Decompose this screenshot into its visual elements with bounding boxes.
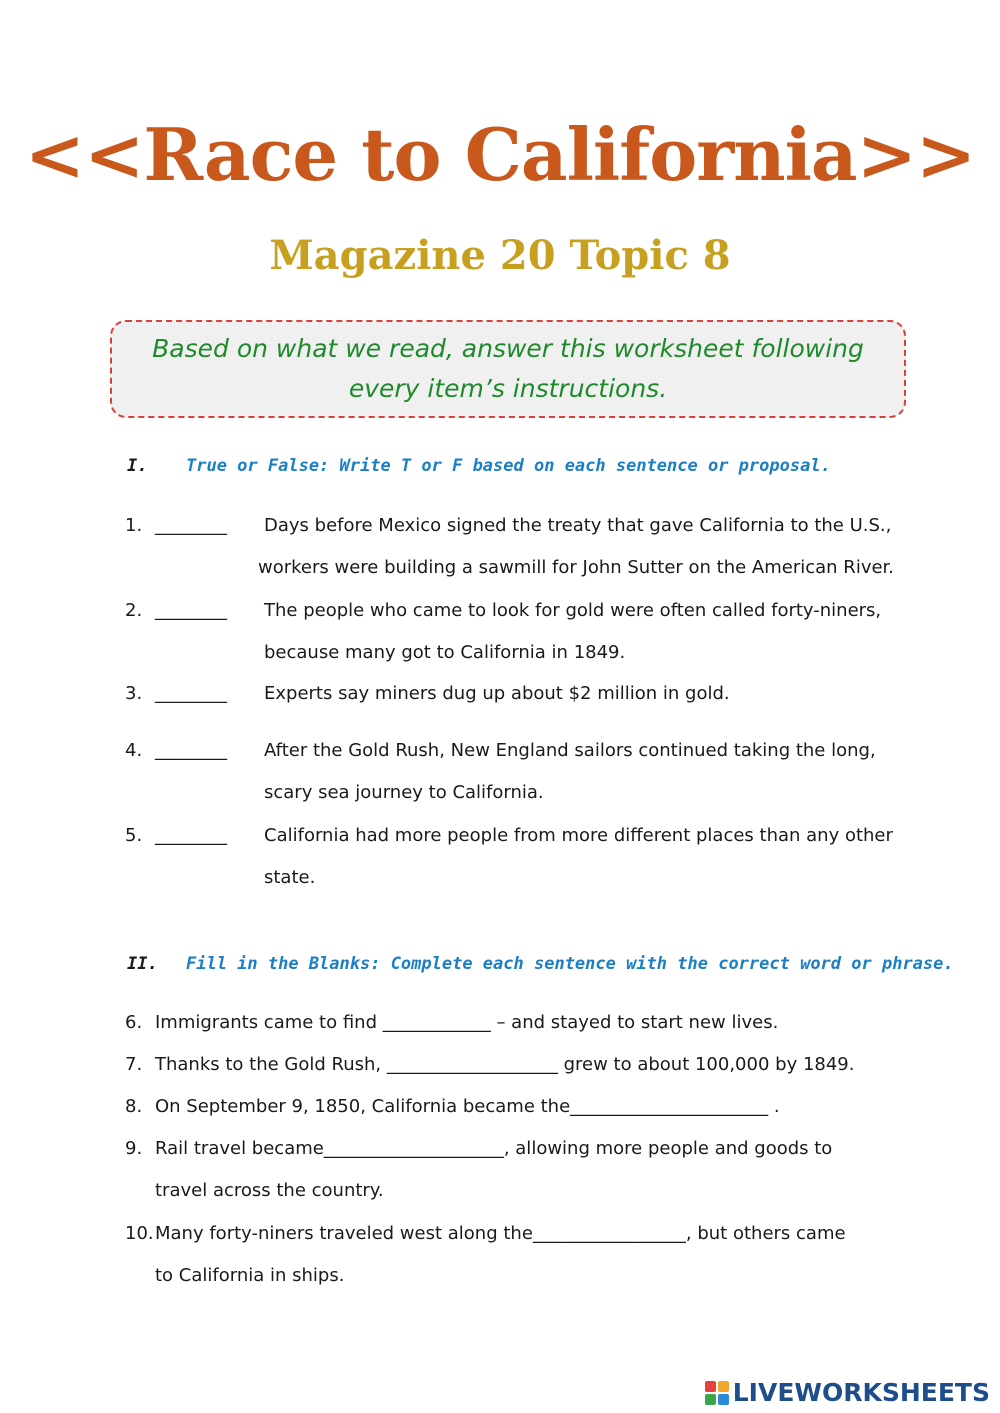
section-1-number: I. bbox=[127, 456, 148, 476]
question-text[interactable]: Many forty-niners traveled west along the_________________, but others came bbox=[155, 1223, 846, 1244]
question-text[interactable]: Rail travel became____________________, allowing more people and goods to bbox=[155, 1138, 833, 1159]
instructions-box bbox=[110, 320, 906, 418]
question-text-cont: scary sea journey to California. bbox=[264, 782, 544, 803]
question-number: 6. bbox=[125, 1012, 143, 1033]
question-text[interactable]: Thanks to the Gold Rush, ___________________ grew to about 100,000 by 1849. bbox=[155, 1054, 855, 1075]
question-number: 9. bbox=[125, 1138, 143, 1159]
question-number: 5. bbox=[125, 825, 143, 846]
question-number: 3. bbox=[125, 683, 143, 704]
question-text: The people who came to look for gold were often called forty-niners, bbox=[264, 600, 882, 621]
section-2-title: Fill in the Blanks: Complete each sentence with the correct word or phrase. bbox=[186, 954, 954, 974]
question-text-cont: workers were building a sawmill for John Sutter on the American River. bbox=[258, 557, 895, 578]
answer-blank[interactable]: ________ bbox=[155, 515, 227, 536]
worksheet-subtitle: Magazine 20 Topic 8 bbox=[269, 232, 731, 279]
question-text-cont: to California in ships. bbox=[155, 1265, 345, 1286]
question-text-cont: travel across the country. bbox=[155, 1180, 384, 1201]
question-number: 8. bbox=[125, 1096, 143, 1117]
question-9 bbox=[125, 1128, 955, 1212]
question-6 bbox=[125, 1002, 955, 1044]
question-3 bbox=[125, 673, 955, 715]
answer-blank[interactable]: ________ bbox=[155, 600, 227, 621]
question-text-cont: state. bbox=[264, 867, 316, 888]
question-number: 4. bbox=[125, 740, 143, 761]
liveworksheets-icon bbox=[705, 1381, 729, 1405]
question-10 bbox=[125, 1213, 955, 1297]
logo-text: LIVEWORKSHEETS bbox=[732, 1378, 990, 1407]
question-5 bbox=[125, 815, 955, 899]
worksheet-title: <<Race to California>> bbox=[24, 112, 976, 197]
instructions-text: Based on what we read, answer this worksheet following every item’s instructions. bbox=[152, 334, 864, 403]
section-1-title: True or False: Write T or F based on each sentence or proposal. bbox=[186, 456, 831, 476]
section-2-heading bbox=[127, 954, 954, 974]
question-text: California had more people from more different places than any other bbox=[264, 825, 893, 846]
liveworksheets-logo bbox=[705, 1378, 990, 1407]
answer-blank[interactable]: ________ bbox=[155, 825, 227, 846]
question-number: 2. bbox=[125, 600, 143, 621]
question-text: Days before Mexico signed the treaty that gave California to the U.S., bbox=[264, 515, 892, 536]
question-number: 10. bbox=[125, 1223, 154, 1244]
question-8 bbox=[125, 1086, 955, 1128]
question-1 bbox=[125, 505, 955, 589]
question-7 bbox=[125, 1044, 955, 1086]
question-text[interactable]: Immigrants came to find ____________ – and stayed to start new lives. bbox=[155, 1012, 779, 1033]
question-text: After the Gold Rush, New England sailors continued taking the long, bbox=[264, 740, 876, 761]
answer-blank[interactable]: ________ bbox=[155, 683, 227, 704]
question-number: 1. bbox=[125, 515, 143, 536]
question-text-cont: because many got to California in 1849. bbox=[264, 642, 626, 663]
section-2-number: II. bbox=[127, 954, 158, 974]
question-number: 7. bbox=[125, 1054, 143, 1075]
section-1-heading bbox=[127, 456, 831, 476]
question-4 bbox=[125, 730, 955, 814]
question-text[interactable]: On September 9, 1850, California became the______________________ . bbox=[155, 1096, 780, 1117]
question-text: Experts say miners dug up about $2 million in gold. bbox=[264, 683, 730, 704]
answer-blank[interactable]: ________ bbox=[155, 740, 227, 761]
question-2 bbox=[125, 590, 955, 674]
